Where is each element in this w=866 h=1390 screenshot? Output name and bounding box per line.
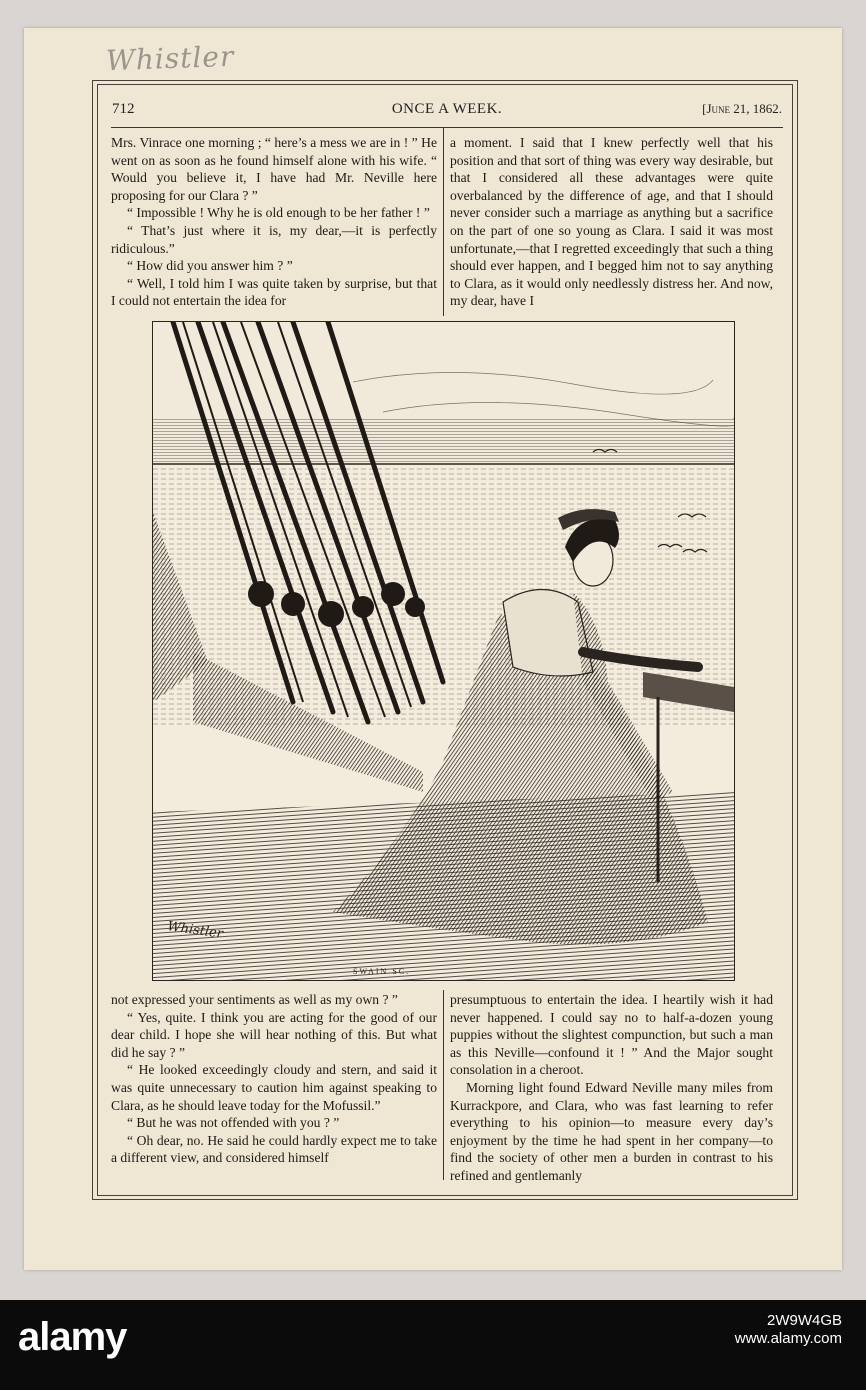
text-column-bottom-left	[111, 991, 437, 1167]
paragraph: “ Yes, quite. I think you are acting for the good of our dear child. I hope she will hear nothing of this. But what did he say ? ”	[111, 1009, 437, 1060]
paragraph: “ Impossible ! Why he is old enough to be her father ! ”	[127, 205, 430, 221]
artist-signature: Whistler	[166, 919, 224, 942]
paragraph: “ Well, I told him I was quite taken by surprise, but that I could not entertain the idea for	[111, 275, 437, 309]
engraving-illustration	[152, 321, 735, 981]
paragraph: “ But he was not offended with you ? ”	[127, 1115, 340, 1131]
watermark-logo: alamy	[18, 1315, 127, 1359]
watermark-image-id: 2W9W4GB	[766, 1312, 842, 1329]
text-column-top-right	[450, 134, 773, 310]
paragraph: “ He looked exceedingly cloudy and stern, and said it was quite unnecessary to caution him against speaking to Clara, as he should leave today for the Mofussil.”	[111, 1062, 437, 1113]
issue-date: [June 21, 1862.	[702, 101, 782, 116]
paragraph: Mrs. Vinrace one morning ; “ here’s a mess we are in ! ” He went on as soon as he found himself alone with his wife. “ Would you believe it, I have had Mr. Neville here proposing for our Clara ? ”	[111, 135, 437, 203]
column-divider	[443, 128, 444, 316]
paragraph: “ Oh dear, no. He said he could hardly expect me to take a different view, and considered himself	[111, 1132, 437, 1166]
pencil-annotation: Whistler	[105, 39, 235, 78]
paragraph: “ That’s just where it is, my dear,—it is perfectly ridiculous.”	[111, 222, 437, 256]
text-column-bottom-right	[450, 991, 773, 1185]
running-header	[112, 101, 782, 125]
paragraph: not expressed your sentiments as well as my own ? ”	[111, 992, 398, 1007]
paragraph: presumptuous to entertain the idea. I heartily wish it had never happened. I could say no to half-a-dozen young puppies without the slightest compunction, but such a man as this Neville—confound it ! ” And the Major sought consolation in a cheroot.	[450, 992, 773, 1078]
column-divider	[443, 990, 444, 1180]
paragraph: Morning light found Edward Neville many miles from Kurrackpore, and Clara, who was fast learning to refer everything to his opinion—to measure every day’s enjoyment by the time he had spent in her company—to find the society of other men a burden in contrast to his refined and gentlemanly	[450, 1079, 773, 1183]
watermark-site: www.alamy.com	[734, 1330, 842, 1347]
paragraph: “ How did you answer him ? ”	[127, 258, 293, 274]
header-rule	[111, 127, 783, 128]
paragraph: a moment. I said that I knew perfectly well that his position and that sort of thing was every way desirable, but that I considered all these advantages were quite overbalanced by the difference of age, and that I should never consider such a marriage as anything but a sacrifice on the part of one so young as Clara. I said it was most unfortunate,—that I regretted exceedingly that such a thing should ever happen, and I begged him not to say anything to Clara, as it would only needlessly distress her. And now, my dear, have I	[450, 135, 773, 309]
page-number: 712	[112, 101, 135, 117]
text-column-top-left	[111, 134, 437, 310]
journal-title: ONCE A WEEK.	[391, 101, 503, 117]
engraver-signature: SWAIN SC.	[353, 967, 411, 976]
